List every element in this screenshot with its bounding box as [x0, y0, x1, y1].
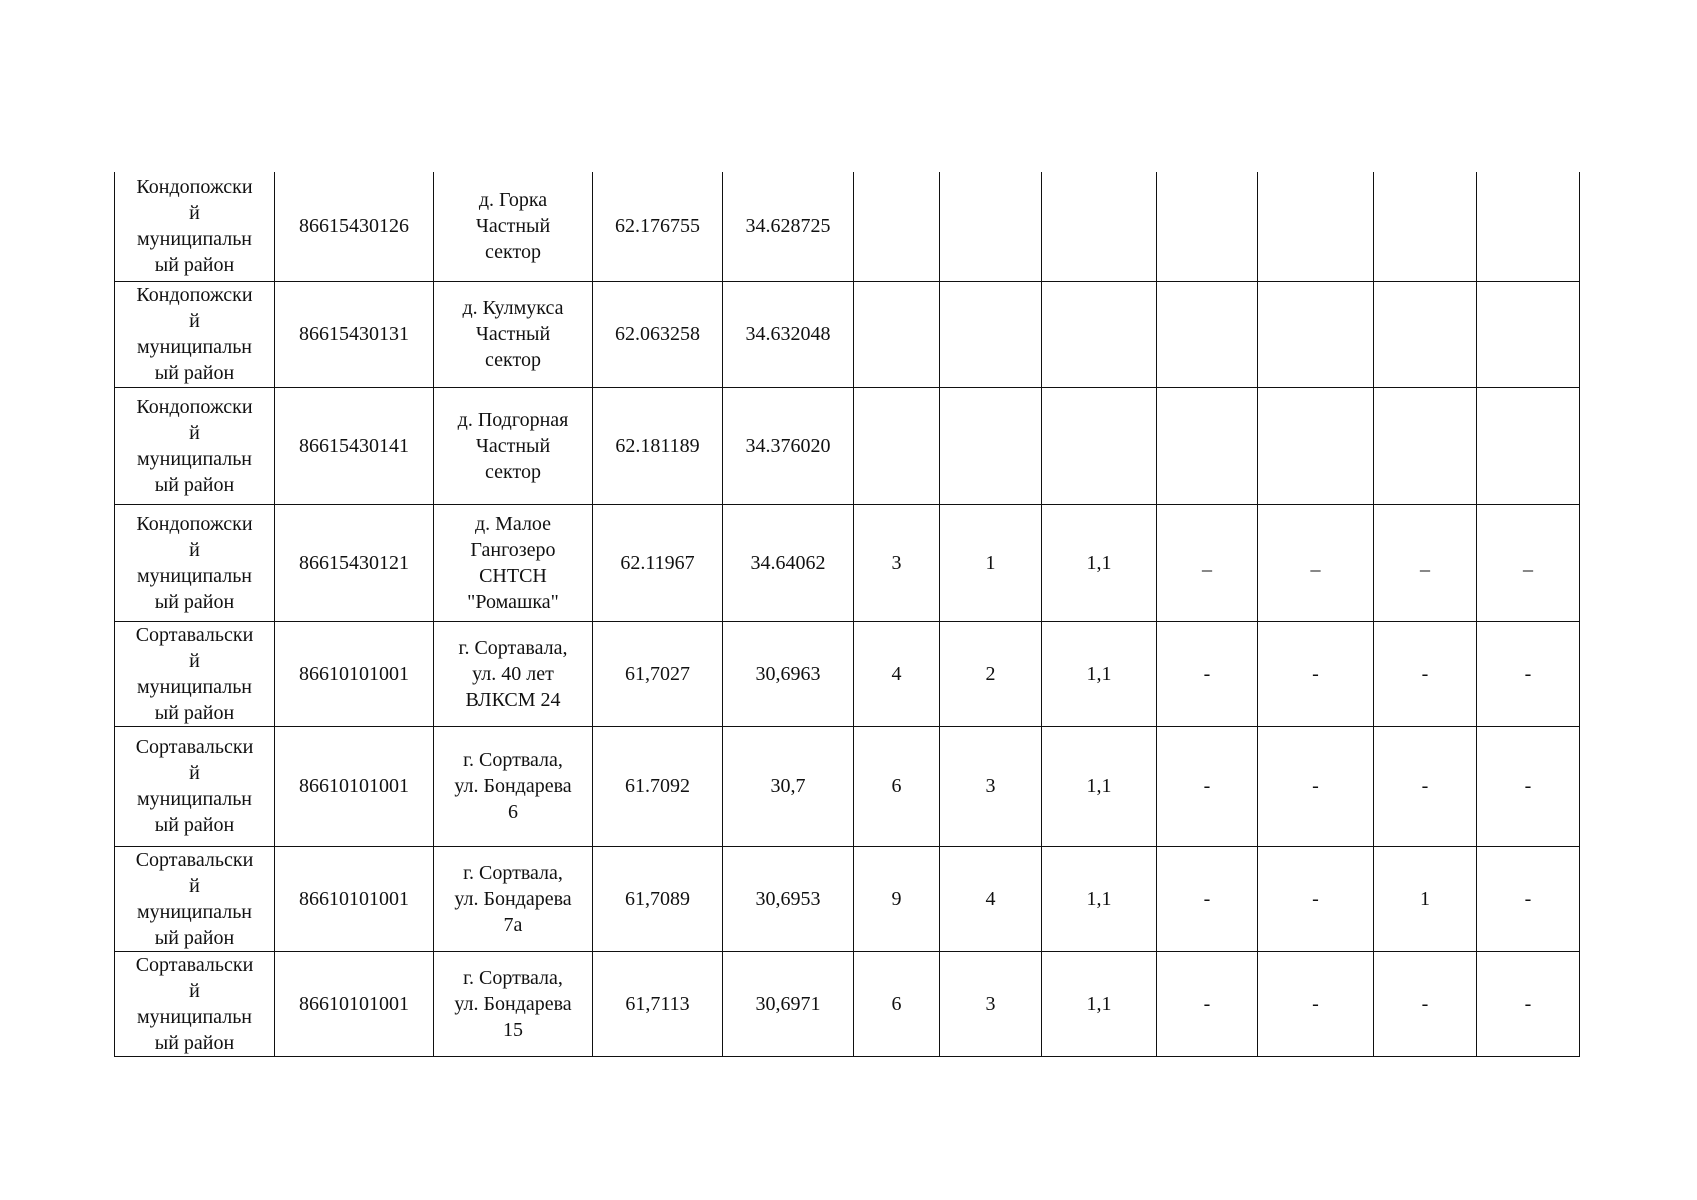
table-cell: 86610101001 [275, 621, 434, 726]
table-cell: 1 [940, 504, 1042, 621]
table-cell: 62.063258 [593, 281, 723, 387]
table-cell [1477, 172, 1580, 281]
table-cell: Сортавальски й муниципальн ый район [115, 726, 275, 846]
table-body [115, 172, 1580, 1056]
table-cell: Кондопожски й муниципальн ый район [115, 504, 275, 621]
table-cell: г. Сортвала, ул. Бондарева 7а [434, 846, 593, 951]
table-cell: 6 [854, 726, 940, 846]
table-row [115, 951, 1580, 1056]
table-cell: г. Сортавала, ул. 40 лет ВЛКСМ 24 [434, 621, 593, 726]
table-cell: 86610101001 [275, 951, 434, 1056]
table-cell: 1,1 [1042, 951, 1157, 1056]
table-cell: д. Подгорная Частный сектор [434, 387, 593, 504]
table-row [115, 172, 1580, 281]
table-cell: 2 [940, 621, 1042, 726]
table-cell [1477, 387, 1580, 504]
table-cell: 9 [854, 846, 940, 951]
table-cell: 3 [854, 504, 940, 621]
table-cell: - [1477, 726, 1580, 846]
table-cell [940, 281, 1042, 387]
table-cell: Сортавальски й муниципальн ый район [115, 951, 275, 1056]
table-cell [1258, 172, 1374, 281]
table-cell [1157, 281, 1258, 387]
table-cell: д. Кулмукса Частный сектор [434, 281, 593, 387]
table-cell: 86615430131 [275, 281, 434, 387]
table-cell: г. Сортвала, ул. Бондарева 15 [434, 951, 593, 1056]
table-cell [1042, 281, 1157, 387]
table-cell: 4 [940, 846, 1042, 951]
table-cell: г. Сортвала, ул. Бондарева 6 [434, 726, 593, 846]
table-row [115, 281, 1580, 387]
table-cell: 1,1 [1042, 726, 1157, 846]
table-cell: 34.628725 [723, 172, 854, 281]
table-cell [1258, 281, 1374, 387]
table-row [115, 504, 1580, 621]
table-cell: - [1157, 846, 1258, 951]
table-cell: _ [1157, 504, 1258, 621]
table-row [115, 846, 1580, 951]
table-cell: 61,7113 [593, 951, 723, 1056]
table-cell [1258, 387, 1374, 504]
table-cell [940, 172, 1042, 281]
table-cell: - [1157, 726, 1258, 846]
table-row [115, 726, 1580, 846]
table-cell: - [1374, 621, 1477, 726]
table-cell: 62.181189 [593, 387, 723, 504]
table-cell: - [1157, 621, 1258, 726]
table-cell: 30,6963 [723, 621, 854, 726]
table-cell: 86615430126 [275, 172, 434, 281]
table-cell: 62.176755 [593, 172, 723, 281]
table-cell: Кондопожски й муниципальн ый район [115, 172, 275, 281]
table-cell: - [1157, 951, 1258, 1056]
table-cell: 61.7092 [593, 726, 723, 846]
table-cell: 30,6971 [723, 951, 854, 1056]
table-cell: 86610101001 [275, 726, 434, 846]
table-cell: 4 [854, 621, 940, 726]
data-table [114, 172, 1580, 1057]
table-cell: д. Горка Частный сектор [434, 172, 593, 281]
table-cell: - [1258, 951, 1374, 1056]
table-cell: Кондопожски й муниципальн ый район [115, 281, 275, 387]
table-cell: Кондопожски й муниципальн ый район [115, 387, 275, 504]
table-cell [1042, 387, 1157, 504]
table-cell: 86615430141 [275, 387, 434, 504]
table-cell: 1 [1374, 846, 1477, 951]
table-cell: Сортавальски й муниципальн ый район [115, 846, 275, 951]
table-cell: 30,6953 [723, 846, 854, 951]
table-cell: 86610101001 [275, 846, 434, 951]
table-cell: _ [1258, 504, 1374, 621]
table-cell: - [1258, 846, 1374, 951]
table-cell: 1,1 [1042, 846, 1157, 951]
table-cell: - [1477, 951, 1580, 1056]
table-cell: д. Малое Гангозеро СНТСН "Ромашка" [434, 504, 593, 621]
table-cell: _ [1374, 504, 1477, 621]
table-cell [1042, 172, 1157, 281]
table-cell: 3 [940, 951, 1042, 1056]
table-cell [1157, 172, 1258, 281]
table-cell: 86615430121 [275, 504, 434, 621]
table-cell: 34.376020 [723, 387, 854, 504]
table-cell [854, 281, 940, 387]
table-cell: 6 [854, 951, 940, 1056]
table-cell: 34.632048 [723, 281, 854, 387]
table-cell [1477, 281, 1580, 387]
table-cell: 61,7027 [593, 621, 723, 726]
table-cell: 61,7089 [593, 846, 723, 951]
table-cell: - [1374, 951, 1477, 1056]
table-cell: 30,7 [723, 726, 854, 846]
table-cell: _ [1477, 504, 1580, 621]
table-cell [940, 387, 1042, 504]
table-cell [1374, 387, 1477, 504]
table-cell [854, 387, 940, 504]
table-cell [1374, 281, 1477, 387]
table-row [115, 621, 1580, 726]
table-cell: - [1258, 726, 1374, 846]
table-cell: - [1258, 621, 1374, 726]
table-cell [1157, 387, 1258, 504]
table-cell: - [1477, 621, 1580, 726]
table-cell [1374, 172, 1477, 281]
table-row [115, 387, 1580, 504]
table-cell: Сортавальски й муниципальн ый район [115, 621, 275, 726]
table-cell: - [1477, 846, 1580, 951]
table-cell: 34.64062 [723, 504, 854, 621]
table-cell: 3 [940, 726, 1042, 846]
table-cell: - [1374, 726, 1477, 846]
table-cell: 1,1 [1042, 504, 1157, 621]
table-cell [854, 172, 940, 281]
table-cell: 1,1 [1042, 621, 1157, 726]
table-cell: 62.11967 [593, 504, 723, 621]
